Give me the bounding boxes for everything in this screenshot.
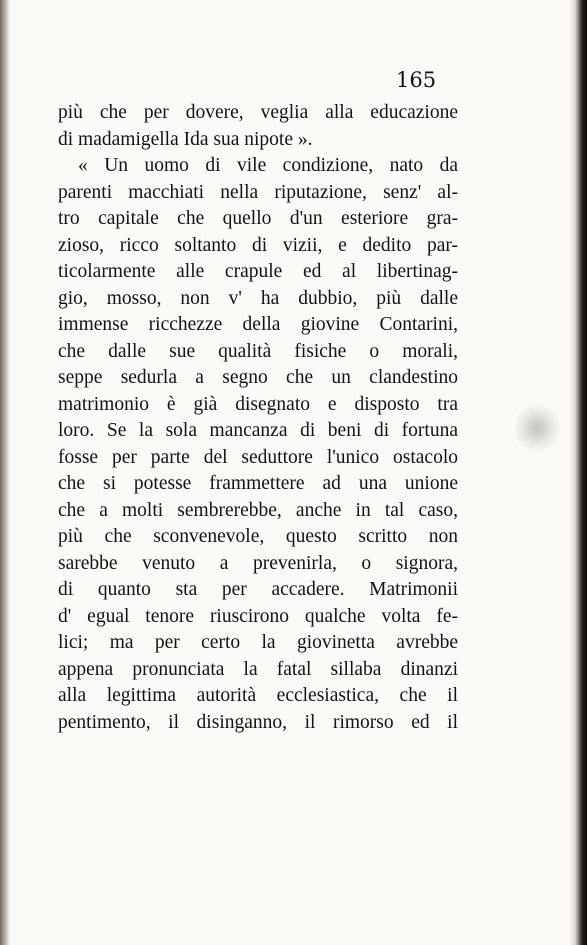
text-line: ticolarmente alle crapule ed al libertinag- (58, 261, 458, 282)
text-line: che si potesse frammettere ad una unione (58, 473, 458, 494)
text-line: che a molti sembrerebbe, anche in tal caso, (58, 499, 458, 521)
text-line: pentimento, il disinganno, il rimorso ed il (58, 711, 458, 733)
page-number: 165 (396, 68, 437, 92)
text-line: matrimonio è già disegnato e disposto tra (58, 393, 458, 415)
text-line: di quanto sta per accadere. Matrimonii (58, 579, 458, 600)
text-line: di madamigella Ida sua nipote ». (58, 128, 313, 150)
paper-stain (515, 402, 559, 454)
text-line: seppe sedurla a segno che un clandestino (58, 367, 458, 388)
text-line: immense ricchezze della giovine Contarini, (58, 314, 458, 335)
text-line: fosse per parte del seduttore l'unico ostacolo (58, 446, 458, 468)
page-edge (569, 0, 587, 945)
text-line: gio, mosso, non v' ha dubbio, più dalle (58, 287, 458, 309)
text-line: più che per dovere, veglia alla educazione (58, 102, 458, 123)
text-line: tro capitale che quello d'un esteriore gra- (58, 208, 458, 229)
text-line: più che sconvenevole, questo scritto non (58, 526, 458, 547)
text-line: « Un uomo di vile condizione, nato da (78, 155, 458, 176)
gutter-shadow (0, 0, 10, 945)
text-line: parenti macchiati nella riputazione, senz' al- (58, 181, 458, 203)
text-line: lici; ma per certo la giovinetta avrebbe (58, 632, 458, 653)
text-line: d' egual tenore riuscirono qualche volta fe- (58, 605, 458, 627)
text-line: che dalle sue qualità fisiche o morali, (58, 340, 458, 362)
text-line: loro. Se la sola mancanza di beni di fortuna (58, 420, 458, 441)
text-line: alla legittima autorità ecclesiastica, che il (58, 685, 458, 706)
text-line: sarebbe venuto a prevenirla, o signora, (58, 552, 458, 574)
text-line: zioso, ricco soltanto di vizii, e dedito par- (58, 234, 458, 256)
text-line: appena pronunciata la fatal sillaba dinanzi (58, 658, 458, 680)
